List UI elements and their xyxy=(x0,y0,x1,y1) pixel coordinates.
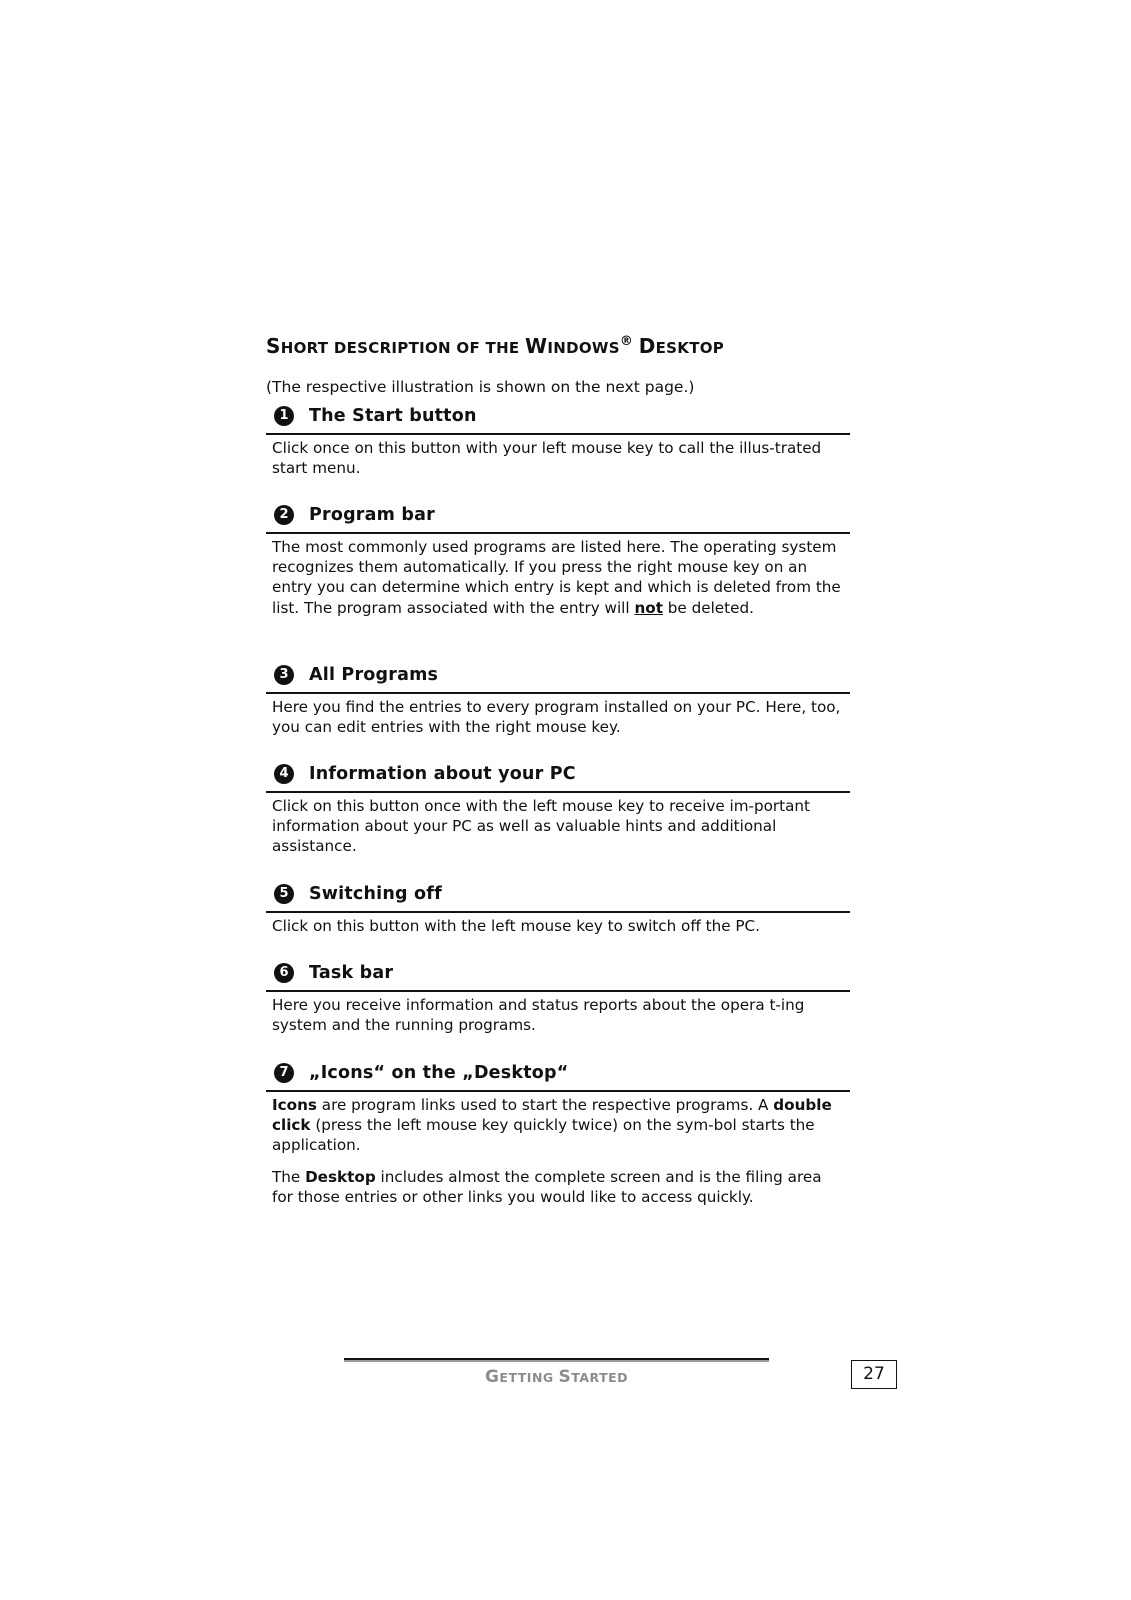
number-3-icon: 3 xyxy=(274,665,294,685)
section-body: Click on this button once with the left mouse key to receive im-portant information about your PC as well as valuable hints and additional assistance. xyxy=(272,797,811,856)
section-body xyxy=(272,1095,846,1207)
section-title: „Icons“ on the „Desktop“ xyxy=(309,1062,569,1083)
section-title: Program bar xyxy=(309,504,435,525)
section-heading xyxy=(266,958,850,992)
registered-mark: ® xyxy=(619,334,634,349)
section-title: Information about your PC xyxy=(309,763,576,784)
number-1-icon: 1 xyxy=(274,406,294,426)
emphasis-not: not xyxy=(634,598,663,617)
footer-rule xyxy=(344,1358,769,1362)
section-start-button xyxy=(266,401,850,478)
section-heading xyxy=(266,660,850,694)
section-body: Click on this button with the left mouse key to switch off the PC. xyxy=(272,917,760,935)
section-heading xyxy=(266,401,850,435)
number-4-icon: 4 xyxy=(274,764,294,784)
section-title: The Start button xyxy=(309,405,477,426)
section-title: Task bar xyxy=(309,962,394,983)
page-number: 27 xyxy=(851,1360,897,1389)
footer-chapter-label: GETTING STARTED xyxy=(484,1367,629,1387)
section-switching-off xyxy=(266,879,850,936)
section-all-programs xyxy=(266,660,850,737)
section-program-bar xyxy=(266,500,850,618)
section-icons-desktop xyxy=(266,1058,850,1207)
section-heading xyxy=(266,500,850,534)
section-title: Switching off xyxy=(309,883,442,904)
section-heading xyxy=(266,759,850,793)
paragraph-desktop: The Desktop includes almost the complete screen and is the filing area for those entries or other links you would like to access quickly. xyxy=(272,1167,822,1206)
section-body: Click once on this button with your left mouse key to call the illus-trated start menu. xyxy=(272,439,822,478)
paragraph-icons: Icons are program links used to start the respective programs. A double click (press the left mouse key quickly twice) on the sym-bol starts the application. xyxy=(272,1096,832,1155)
section-title: All Programs xyxy=(309,664,439,685)
number-5-icon: 5 xyxy=(274,884,294,904)
section-heading xyxy=(266,879,850,913)
section-task-bar xyxy=(266,958,850,1035)
section-body: Here you receive information and status reports about the opera t-ing system and the running programs. xyxy=(272,996,805,1035)
number-7-icon: 7 xyxy=(274,1063,294,1083)
section-heading xyxy=(266,1058,850,1092)
intro-note: (The respective illustration is shown on the next page.) xyxy=(266,378,695,396)
number-6-icon: 6 xyxy=(274,963,294,983)
number-2-icon: 2 xyxy=(274,505,294,525)
page-title: SHORT DESCRIPTION OF THE WINDOWS® DESKTOP xyxy=(266,334,725,358)
section-information-pc xyxy=(266,759,850,857)
section-body: The most commonly used programs are listed here. The operating system recognizes them automatically. If you press the right mouse key on an entry you can determine which entry is kept and which is deleted from the list. The program associated with the entry will not be deleted. xyxy=(272,538,841,617)
section-body: Here you find the entries to every program installed on your PC. Here, too, you can edit entries with the right mouse key. xyxy=(272,698,841,737)
